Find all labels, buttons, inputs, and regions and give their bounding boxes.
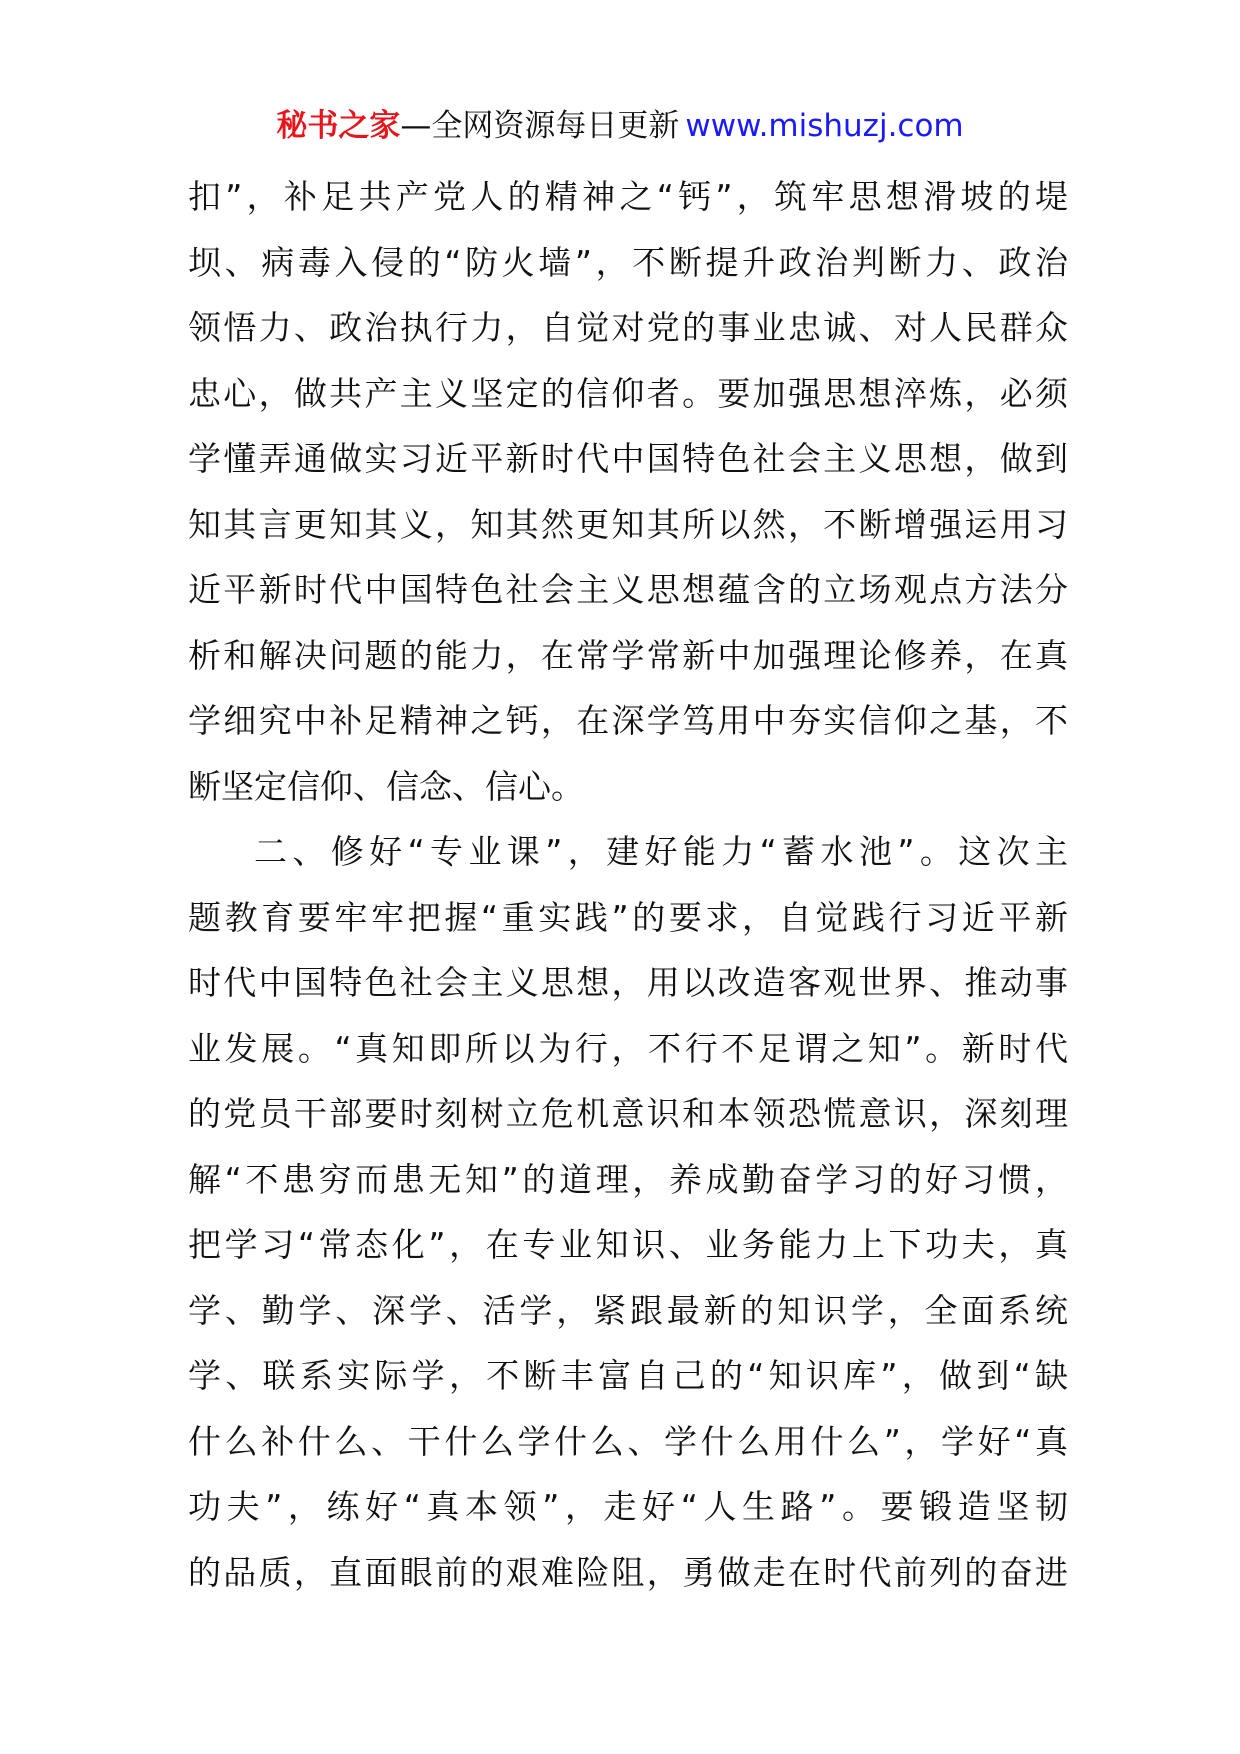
text-line: 的党员干部要时刻树立危机意识和本领恐慌意识，深刻理 (188, 1094, 1068, 1133)
text-line: 的品质，直面眼前的艰难险阻，勇做走在时代前列的奋进 (188, 1552, 1068, 1592)
text-line: 业发展。“真知即所以为行，不行不足谓之知”。新时代 (188, 1028, 1068, 1068)
page-header (0, 104, 1240, 148)
section-heading-line: 二、修好“专业课”，建好能力“蓄水池”。这次主 (254, 832, 1068, 871)
text-line: 把学习“常态化”，在专业知识、业务能力上下功夫，真 (188, 1225, 1068, 1264)
site-url-link[interactable]: www.mishuzj.com (685, 108, 964, 144)
text-line: 析和解决问题的能力，在常学常新中加强理论修养，在真 (188, 635, 1068, 675)
text-line: 学懂弄通做实习近平新时代中国特色社会主义思想，做到 (188, 439, 1068, 478)
text-line: 学、联系实际学，不断丰富自己的“知识库”，做到“缺 (188, 1356, 1068, 1395)
text-line: 近平新时代中国特色社会主义思想蕴含的立场观点方法分 (188, 570, 1068, 609)
text-line: 解“不患穷而患无知”的道理，养成勤奋学习的好习惯， (188, 1159, 1068, 1199)
text-line: 学、勤学、深学、活学，紧跟最新的知识学，全面系统 (188, 1290, 1068, 1330)
header-tagline: —全网资源每日更新 (400, 108, 680, 144)
text-line: 扣”，补足共产党人的精神之“钙”，筑牢思想滑坡的堤 (188, 177, 1068, 216)
text-line: 领悟力、政治执行力，自觉对党的事业忠诚、对人民群众 (188, 308, 1068, 347)
text-line: 功夫”，练好“真本领”，走好“人生路”。要锻造坚韧 (188, 1487, 1068, 1526)
text-line: 坝、病毒入侵的“防火墙”，不断提升政治判断力、政治 (188, 242, 1068, 282)
text-line: 学细究中补足精神之钙，在深学笃用中夯实信仰之基，不 (188, 701, 1068, 740)
text-line: 断坚定信仰、信念、信心。 (188, 766, 584, 806)
text-line: 知其言更知其义，知其然更知其所以然，不断增强运用习 (188, 504, 1068, 544)
text-line: 忠心，做共产主义坚定的信仰者。要加强思想淬炼，必须 (188, 373, 1068, 413)
text-line: 什么补什么、干什么学什么、学什么用什么”，学好“真 (188, 1421, 1068, 1461)
text-line: 题教育要牢牢把握“重实践”的要求，自觉践行习近平新 (188, 897, 1068, 937)
brand-name: 秘书之家 (276, 108, 401, 144)
text-line: 时代中国特色社会主义思想，用以改造客观世界、推动事 (188, 963, 1068, 1002)
document-body (188, 164, 1068, 1605)
